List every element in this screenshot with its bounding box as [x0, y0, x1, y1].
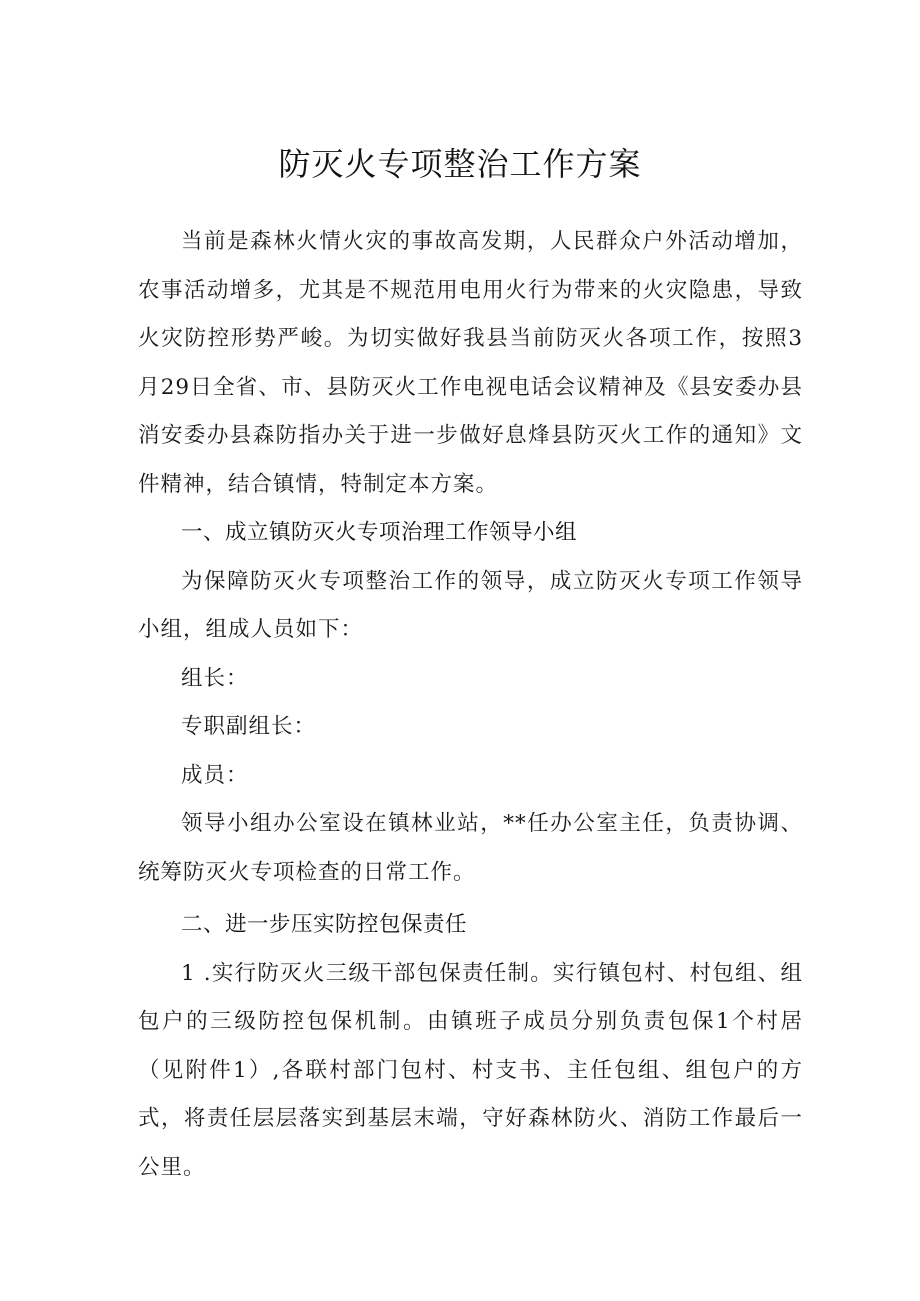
intro-paragraph: 当前是森林火情火灾的事故高发期，人民群众户外活动增加，农事活动增多，尤其是不规范用电用火行为带来的火灾隐患，导致火灾防控形势严峻。为切实做好我县当前防灭火各项工作，按照3月29日全省、市、县防灭火工作电视电话会议精神及《县安委办县消安委办县森防指办关于进一步做好息烽县防灭火工作的通知》文件精神，结合镇情，特制定本方案。 [138, 229, 803, 497]
document-title: 防灭火专项整治工作方案 [278, 145, 642, 183]
document-body [138, 218, 803, 1192]
office-paragraph: 领导小组办公室设在镇林业站，**任办公室主任，负责协调、统筹防灭火专项检查的日常工作。 [138, 811, 803, 885]
section-2-item-1: 1 .实行防灭火三级干部包保责任制。实行镇包村、村包组、组包户的三级防控包保机制。由镇班子成员分别负责包保1个村居（见附件1）,各联村部门包村、村支书、主任包组、组包户的方式，将责任层层落实到基层末端，守好森林防火、消防工作最后一公里。 [138, 960, 803, 1180]
section-1-paragraph: 为保障防灭火专项整治工作的领导，成立防灭火专项工作领导小组，组成人员如下： [138, 568, 803, 642]
group-leader-line: 组长： [181, 665, 249, 691]
section-2-heading: 二、进一步压实防控包保责任 [181, 912, 468, 937]
members-line: 成员： [181, 762, 249, 788]
section-1-heading: 一、成立镇防灭火专项治理工作领导小组 [181, 520, 578, 545]
deputy-leader-line: 专职副组长： [181, 714, 317, 739]
